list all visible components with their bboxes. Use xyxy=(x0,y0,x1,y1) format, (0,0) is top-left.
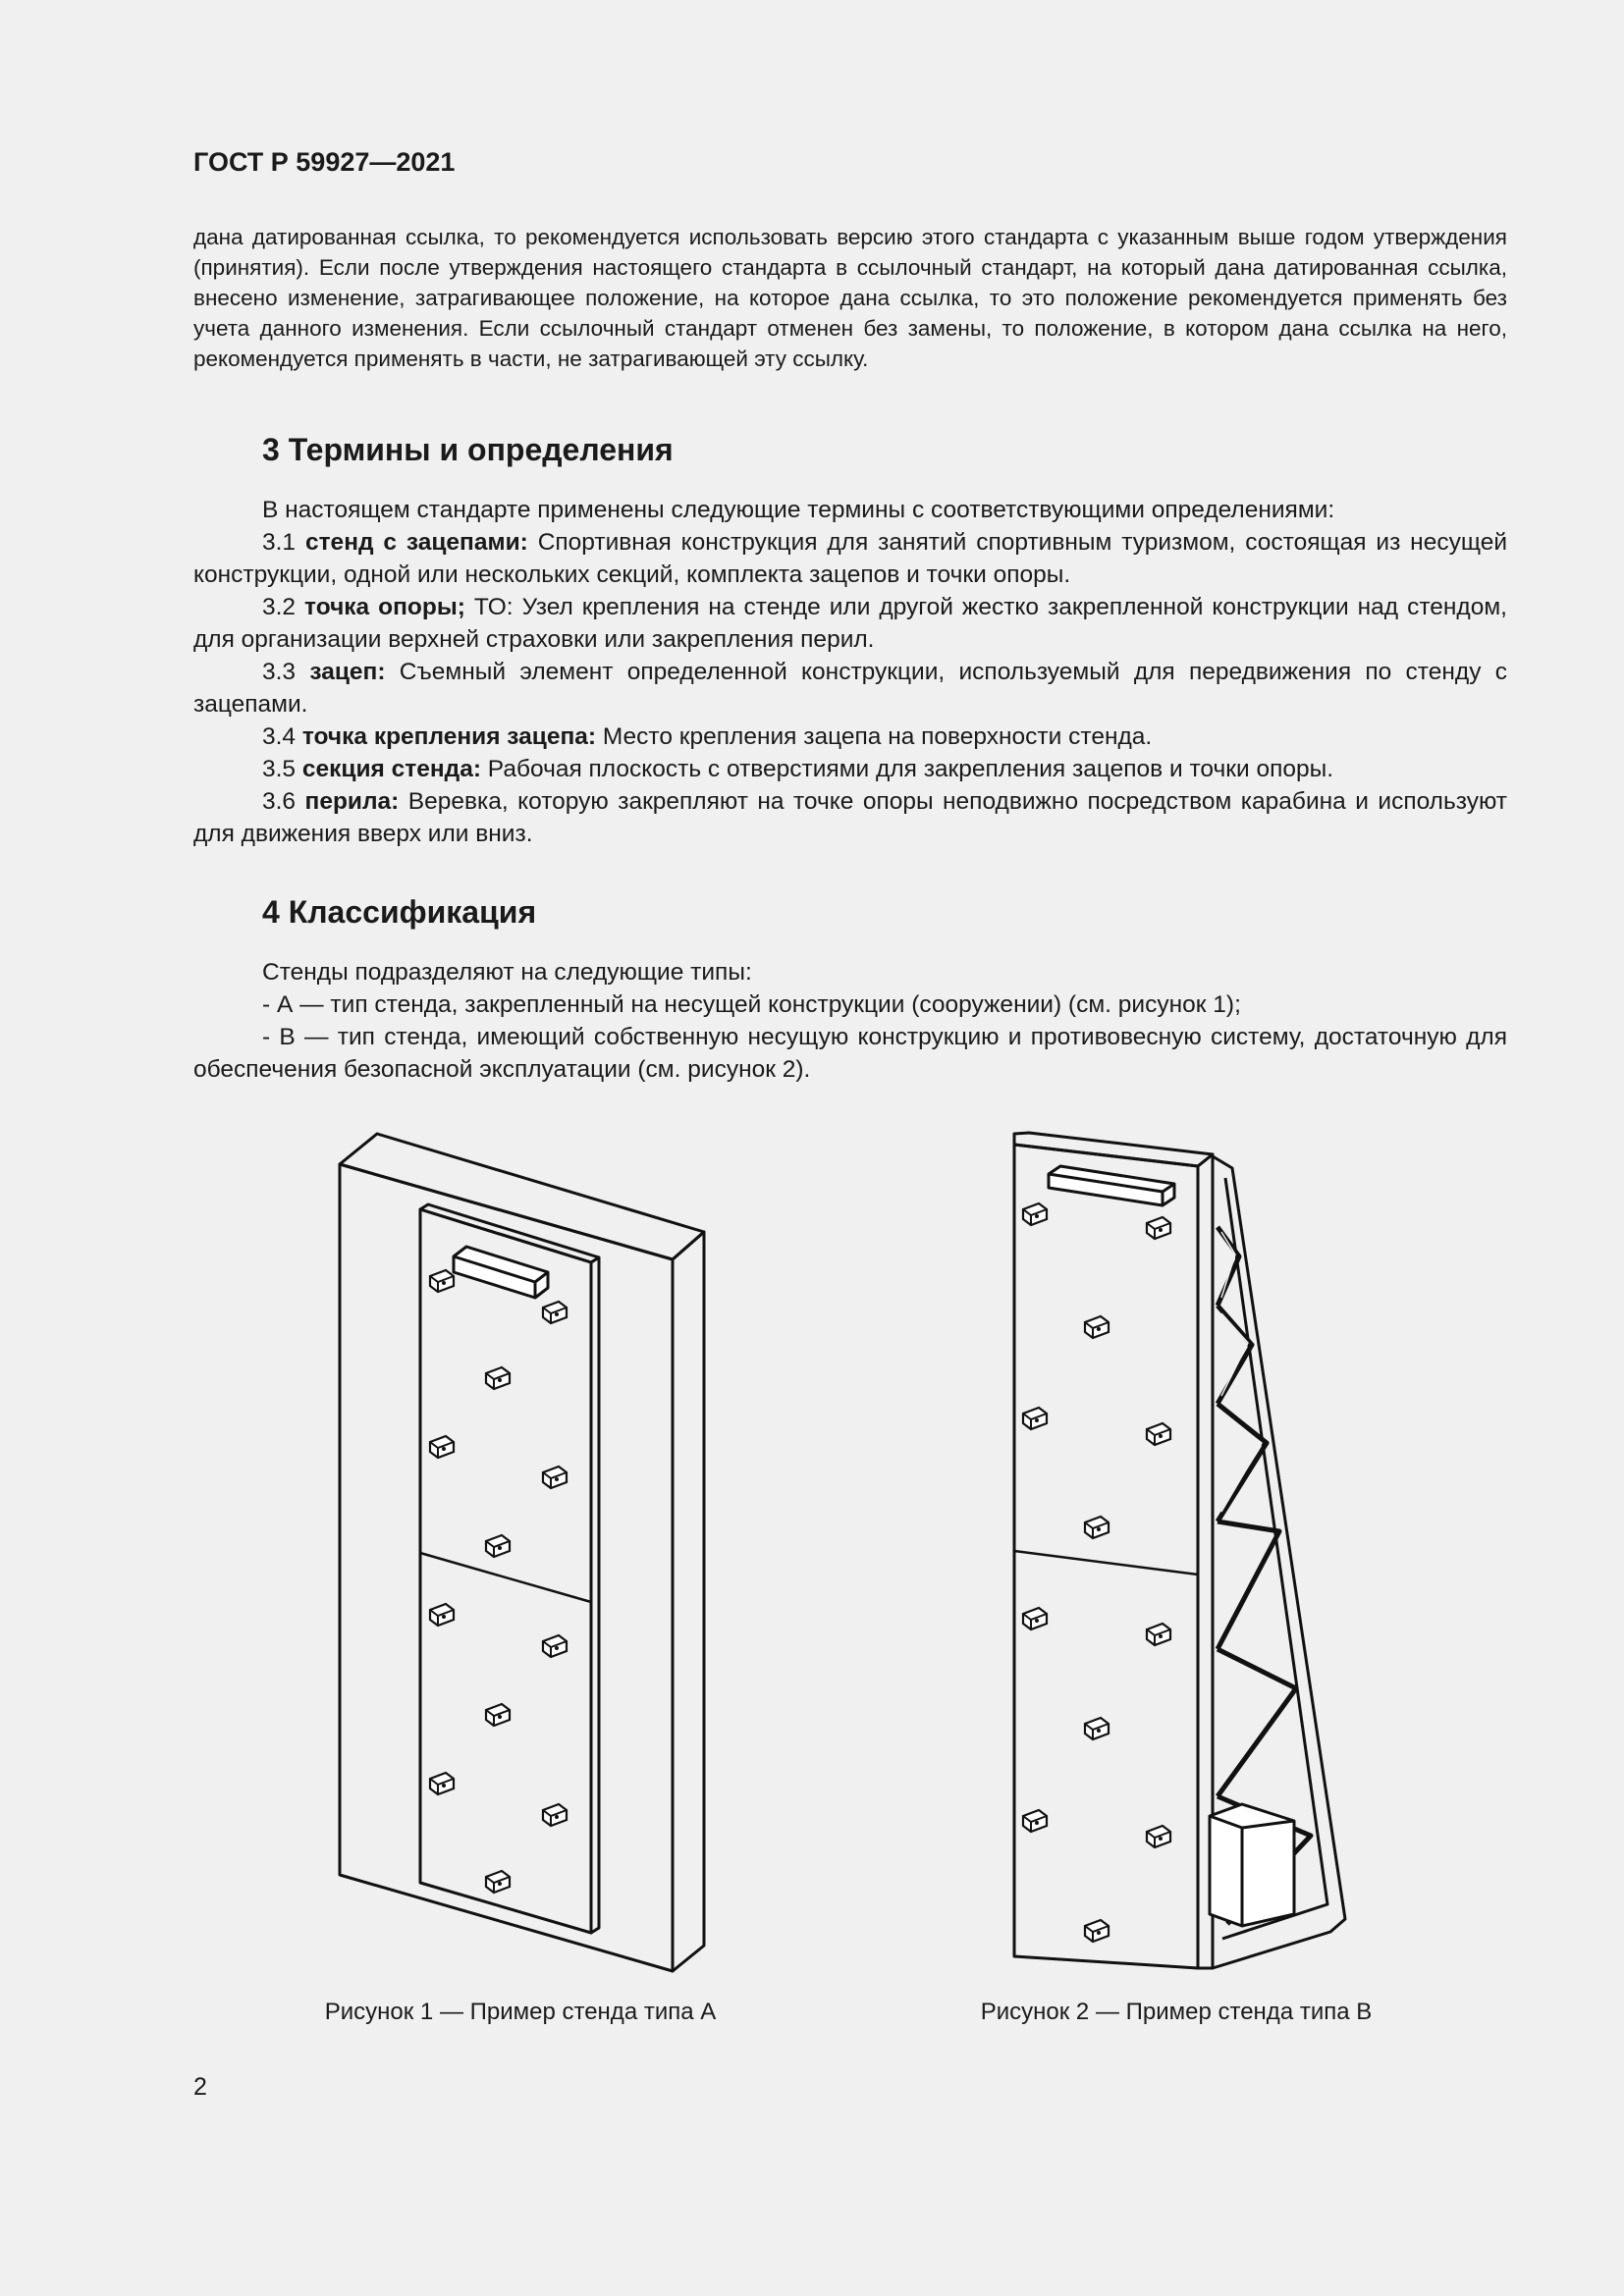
document-id: ГОСТ Р 59927—2021 xyxy=(193,147,456,177)
type-a-item: - А — тип стенда, закрепленный на несущей конструкции (сооружении) (см. рисунок 1); xyxy=(262,991,1241,1018)
figure-1-caption: Рисунок 1 — Пример стенда типа А xyxy=(324,1999,717,2025)
term-3-4: 3.4 точка крепления зацепа: Место крепления зацепа на поверхности стенда. xyxy=(262,723,1153,750)
type-b-item: - В — тип стенда, имеющий собственную несущую конструкцию и противовесную систему, достаточную для обеспечения безопасной эксплуатации (см. рисунок 2). xyxy=(193,1024,1507,1083)
section-3-lead: В настоящем стандарте применены следующие термины с соответствующими определениями: xyxy=(262,497,1335,523)
term-3-2: 3.2 точка опоры; ТО: Узел крепления на стенде или другой жестко закрепленной конструкции над стендом, для организации верхней страховки или закрепления перил. xyxy=(193,594,1507,653)
figure-2-caption: Рисунок 2 — Пример стенда типа В xyxy=(980,1999,1373,2025)
figure-2-stand-type-b xyxy=(1001,1119,1365,1983)
term-3-1: 3.1 стенд с зацепами: Спортивная конструкция для занятий спортивным туризмом, состоящая из несущей конструкции, одной или нескольких секций, комплекта зацепов и точки опоры. xyxy=(193,529,1508,588)
page-number: 2 xyxy=(193,2073,207,2101)
term-3-5: 3.5 секция стенда: Рабочая плоскость с отверстиями для закрепления зацепов и точки опоры. xyxy=(262,756,1334,782)
section-3-title: 3 Термины и определения xyxy=(262,432,674,467)
section-4-title: 4 Классификация xyxy=(262,894,537,930)
section-3-body xyxy=(193,494,1507,850)
intro-paragraph: дана датированная ссылка, то рекомендуется использовать версию этого стандарта с указанным выше годом утверждения (принятия). Если после утверждения настоящего стандарта в ссылочный стандарт, на который дана датированная ссылка, внесено изменение, затрагивающее положение, на которое дана ссылка, то это положение рекомендуется применять без учета данного изменения. Если ссылочный стандарт отменен без замены, то положение, в котором дана ссылка на него, рекомендуется применять в части, не затрагивающей эту ссылку. xyxy=(193,225,1507,371)
section-4-body xyxy=(193,956,1507,1086)
section-4-lead: Стенды подразделяют на следующие типы: xyxy=(262,959,752,986)
term-3-3: 3.3 зацеп: Съемный элемент определенной конструкции, используемый для передвижения по стенду с зацепами. xyxy=(193,659,1507,718)
hold-icon xyxy=(430,1270,567,1893)
hold-icon xyxy=(1023,1203,1170,1942)
figure-1-stand-type-a xyxy=(324,1119,736,1983)
term-3-6: 3.6 перила: Веревка, которую закрепляют на точке опоры неподвижно посредством карабина и используют для движения вверх или вниз. xyxy=(193,788,1507,847)
